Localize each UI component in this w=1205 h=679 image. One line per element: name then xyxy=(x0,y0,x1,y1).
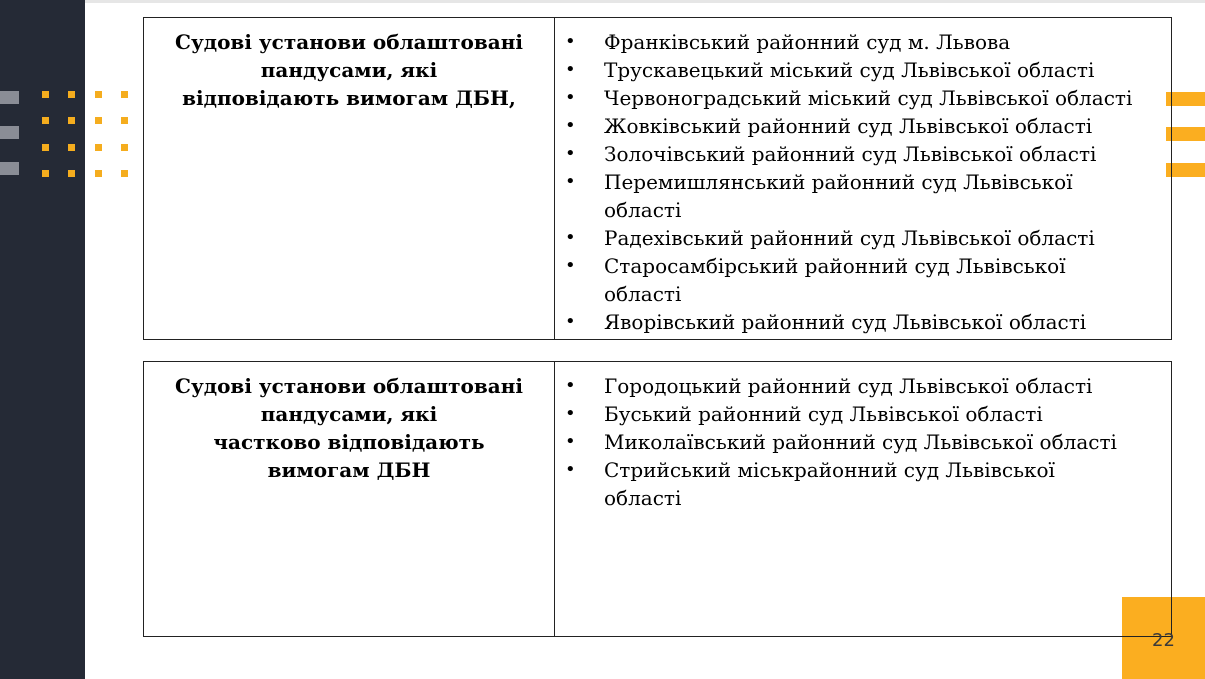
heading-line: пандусами, які xyxy=(260,402,438,426)
category-heading xyxy=(144,362,555,637)
dot-decoration xyxy=(42,144,49,151)
compliant-courts-table xyxy=(143,17,1172,340)
dot-decoration xyxy=(121,117,128,124)
heading-line: частково відповідають xyxy=(213,430,485,454)
heading-line: Судові установи облаштовані xyxy=(175,30,523,54)
dot-decoration xyxy=(42,117,49,124)
table-row xyxy=(144,362,1172,637)
list-item: • Жовківський районний суд Львівської області xyxy=(555,112,1171,140)
dot-decoration xyxy=(121,170,128,177)
heading-line: Судові установи облаштовані xyxy=(175,374,523,398)
court-list xyxy=(555,28,1171,336)
list-item: • Яворівський районний суд Львівської області xyxy=(555,308,1171,336)
top-divider-line xyxy=(85,0,1205,3)
dot-decoration xyxy=(42,91,49,98)
dot-decoration xyxy=(68,117,75,124)
dot-decoration xyxy=(95,170,102,177)
list-item: • Золочівський районний суд Львівської області xyxy=(555,140,1171,168)
list-item: • Червоноградський міський суд Львівської області xyxy=(555,84,1171,112)
court-list-cell xyxy=(555,18,1172,340)
dot-decoration xyxy=(95,117,102,124)
list-item: • Городоцький районний суд Львівської області xyxy=(555,372,1171,400)
court-list xyxy=(555,372,1171,512)
list-item: • Перемишлянський районний суд Львівської області xyxy=(555,168,1171,224)
table-row xyxy=(144,18,1172,340)
partially-compliant-courts-table xyxy=(143,361,1172,637)
gray-bar-decoration xyxy=(0,162,19,175)
list-item: • Стрийський міськрайонний суд Львівської області xyxy=(555,456,1171,512)
dot-decoration xyxy=(42,170,49,177)
dot-decoration xyxy=(95,144,102,151)
dot-decoration xyxy=(121,91,128,98)
page-number: 22 xyxy=(1152,630,1175,651)
gray-bar-decoration xyxy=(0,126,19,139)
list-item: • Франківський районний суд м. Львова xyxy=(555,28,1171,56)
heading-line: пандусами, які xyxy=(260,58,438,82)
dot-decoration xyxy=(68,170,75,177)
dot-decoration xyxy=(68,144,75,151)
list-item: • Трускавецький міський суд Львівської області xyxy=(555,56,1171,84)
gray-bar-decoration xyxy=(0,91,19,104)
list-item: • Старосамбірський районний суд Львівської області xyxy=(555,252,1171,308)
dot-decoration xyxy=(68,91,75,98)
dot-decoration xyxy=(95,91,102,98)
heading-line: відповідають вимогам ДБН, xyxy=(182,86,516,110)
list-item: • Буський районний суд Львівської області xyxy=(555,400,1171,428)
list-item: • Радехівський районний суд Львівської області xyxy=(555,224,1171,252)
category-heading xyxy=(144,18,555,340)
heading-line: вимогам ДБН xyxy=(267,458,431,482)
list-item: • Миколаївський районний суд Львівської області xyxy=(555,428,1171,456)
court-list-cell xyxy=(555,362,1172,637)
dot-decoration xyxy=(121,144,128,151)
